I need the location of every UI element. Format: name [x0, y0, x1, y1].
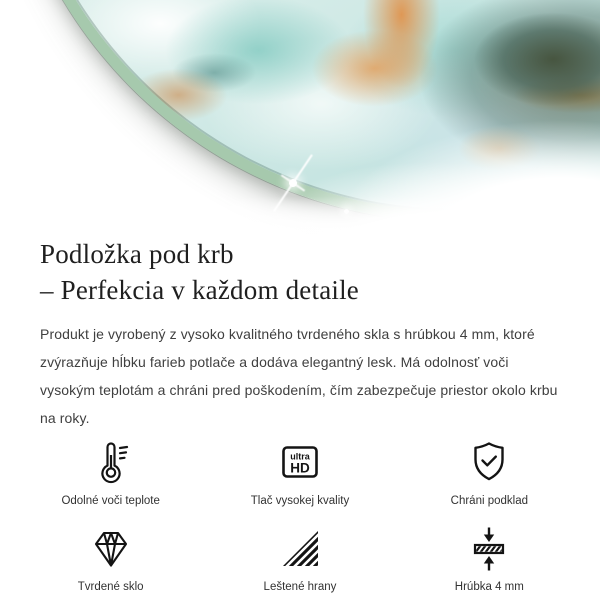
- feature-label: Chráni podklad: [450, 495, 528, 507]
- glass-glint-small: [344, 209, 349, 214]
- shield-check-icon: [465, 438, 513, 486]
- page-title: [40, 236, 560, 308]
- feature-label: Odolné voči teplote: [61, 495, 160, 507]
- page-title-line1: Podložka pod krb: [40, 239, 234, 269]
- feature-grid: [16, 438, 584, 594]
- thermometer-icon: [87, 438, 135, 486]
- ultra-hd-icon: [276, 438, 324, 486]
- svg-text:ultra: ultra: [290, 451, 310, 462]
- feature-label: Hrúbka 4 mm: [454, 581, 524, 593]
- diamond-icon: [87, 524, 135, 572]
- product-hero-image: [0, 0, 600, 234]
- feature-label: Tvrdené sklo: [77, 581, 144, 593]
- feature-print-quality: [205, 438, 394, 508]
- feature-label: Leštené hrany: [263, 581, 337, 593]
- feature-heat-resistant: [16, 438, 205, 508]
- page-title-line2: – Perfekcia v každom detaile: [40, 275, 359, 305]
- feature-label: Tlač vysokej kvality: [250, 495, 350, 507]
- thickness-icon: [465, 524, 513, 572]
- polished-edges-icon: [276, 524, 324, 572]
- feature-thickness: [395, 524, 584, 594]
- product-description: Produkt je vyrobený z vysoko kvalitného tvrdeného skla s hrúbkou 4 mm, ktoré zvýrazňuje hĺbku farieb potlače a dodáva elegantný lesk. Má odolnosť voči vysokým teplotám a chráni pred poškodením, čím zabezpečuje priestor okolo krbu na roky.: [40, 326, 558, 426]
- feature-protects-floor: [395, 438, 584, 508]
- svg-text:HD: HD: [290, 460, 310, 476]
- feature-tempered-glass: [16, 524, 205, 594]
- feature-polished-edges: [205, 524, 394, 594]
